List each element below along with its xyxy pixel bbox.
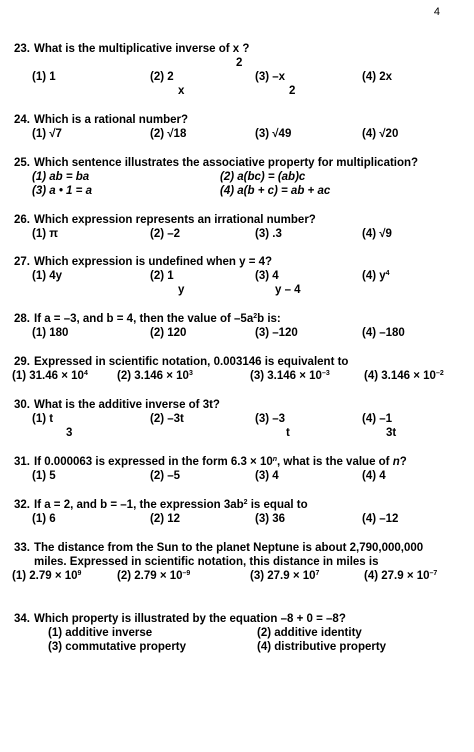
page-number: 4 — [433, 6, 440, 18]
question-33 — [14, 541, 464, 583]
option-2[interactable]: (2) –5 — [150, 470, 181, 482]
question-text-end: b is: — [257, 313, 281, 325]
question-26 — [14, 213, 464, 241]
question-number: 30. — [14, 399, 30, 411]
option-4[interactable]: (4) √20 — [362, 128, 399, 140]
option-4[interactable]: (4) 2x — [362, 71, 393, 83]
question-number: 31. — [14, 456, 30, 468]
option-1[interactable]: (1) ab = ba — [32, 171, 90, 183]
option-1[interactable]: (1) t — [32, 413, 54, 425]
question-number: 26. — [14, 214, 30, 226]
option-2-text: (2) 3.146 × 10 — [117, 370, 189, 382]
option-4[interactable]: (4) –12 — [362, 513, 399, 525]
option-4-denominator: 3t — [386, 427, 397, 439]
option-4-text: (4) y — [362, 270, 386, 282]
question-29 — [14, 355, 464, 383]
option-3[interactable]: (3) 36 — [255, 513, 286, 525]
option-3-text: (3) 27.9 × 10 — [250, 570, 316, 582]
option-2[interactable] — [117, 369, 193, 383]
option-3[interactable]: (3) –x — [255, 71, 286, 83]
option-4[interactable]: (4) –1 — [362, 413, 393, 425]
option-1[interactable]: (1) additive inverse — [48, 627, 153, 639]
option-1[interactable]: (1) 5 — [32, 470, 56, 482]
option-2[interactable]: (2) additive identity — [257, 627, 362, 639]
option-2[interactable]: (2) –3t — [150, 413, 184, 425]
option-1[interactable]: (1) 1 — [32, 71, 56, 83]
exponent: –9 — [182, 570, 191, 577]
question-number: 28. — [14, 313, 30, 325]
option-3[interactable]: (3) √49 — [255, 128, 292, 140]
variable-n: n — [392, 456, 400, 468]
question-number: 27. — [14, 256, 30, 268]
exponent: 2 — [253, 313, 258, 320]
question-text-line-2: miles. Expressed in scientific notation, this distance in miles is — [34, 556, 379, 568]
question-32 — [14, 498, 464, 526]
option-3[interactable]: (3) .3 — [255, 228, 282, 240]
exponent: 4 — [385, 270, 390, 277]
question-24 — [14, 113, 464, 141]
exponent: 2 — [243, 499, 248, 506]
option-4[interactable]: (4) distributive property — [257, 641, 387, 653]
option-3-text: (3) 3.146 × 10 — [250, 370, 322, 382]
option-2-denominator: y — [178, 284, 185, 296]
question-text-end: is equal to — [247, 499, 308, 511]
exponent: –7 — [429, 570, 438, 577]
question-34 — [14, 612, 464, 654]
option-4[interactable]: (4) a(b + c) = ab + ac — [220, 185, 331, 197]
option-2[interactable]: (2) 120 — [150, 327, 187, 339]
question-text: If a = –3, and b = 4, then the value of –5a — [34, 313, 254, 325]
option-4[interactable]: (4) √9 — [362, 228, 392, 240]
option-3[interactable]: (3) a • 1 = a — [32, 185, 92, 197]
exponent: –3 — [321, 370, 330, 377]
question-23 — [14, 42, 464, 98]
option-3[interactable]: (3) 4 — [255, 470, 279, 482]
exponent: –2 — [435, 370, 444, 377]
option-1-text: (1) 2.79 × 10 — [12, 570, 78, 582]
exponent: 9 — [77, 570, 82, 577]
exponent: 4 — [83, 370, 88, 377]
question-number: 25. — [14, 157, 30, 169]
option-2-text: (2) 2.79 × 10 — [117, 570, 183, 582]
option-2[interactable]: (2) –2 — [150, 228, 181, 240]
option-4[interactable] — [364, 369, 444, 383]
option-4[interactable] — [364, 569, 437, 583]
question-mark: ? — [399, 456, 407, 468]
question-text: Which expression represents an irrational number? — [34, 214, 316, 226]
option-1-denominator: 3 — [66, 427, 73, 439]
option-3[interactable]: (3) –3 — [255, 413, 286, 425]
question-number: 23. — [14, 43, 30, 55]
question-number: 33. — [14, 542, 30, 554]
option-3[interactable] — [250, 569, 319, 583]
question-text: Which expression is undefined when y = 4? — [34, 256, 273, 268]
option-3[interactable]: (3) commutative property — [48, 641, 187, 653]
option-3-denominator: 2 — [289, 85, 296, 97]
question-text-mid: , what is the value of — [277, 456, 390, 468]
exponent: 3 — [188, 370, 193, 377]
question-text: Which sentence illustrates the associative property for multiplication? — [34, 157, 419, 169]
option-2-denominator: x — [178, 85, 185, 97]
question-text: The distance from the Sun to the planet Neptune is about 2,790,000,000 — [34, 542, 424, 554]
option-4[interactable]: (4) –180 — [362, 327, 405, 339]
option-4[interactable] — [362, 269, 390, 283]
option-2[interactable]: (2) √18 — [150, 128, 187, 140]
option-1[interactable] — [12, 369, 88, 383]
question-number: 29. — [14, 356, 30, 368]
option-2[interactable]: (2) 2 — [150, 71, 174, 83]
question-text: Which property is illustrated by the equation –8 + 0 = –8? — [34, 613, 346, 625]
option-3[interactable]: (3) 4 — [255, 270, 279, 282]
option-1[interactable]: (1) 180 — [32, 327, 69, 339]
option-4-text: (4) 3.146 × 10 — [364, 370, 436, 382]
option-1-text: (1) 31.46 × 10 — [12, 370, 84, 382]
question-number: 24. — [14, 114, 30, 126]
option-4-text: (4) 27.9 × 10 — [364, 570, 430, 582]
question-28 — [14, 312, 464, 340]
exponent: 7 — [315, 570, 320, 577]
option-2[interactable] — [117, 569, 190, 583]
question-text: Which is a rational number? — [34, 114, 188, 126]
option-2[interactable]: (2) 12 — [150, 513, 181, 525]
question-number: 32. — [14, 499, 30, 511]
question-text: If a = 2, and b = –1, the expression 3ab — [34, 499, 244, 511]
option-4[interactable]: (4) 4 — [362, 470, 386, 482]
question-text: What is the multiplicative inverse of — [34, 43, 230, 55]
fraction-numerator: x — [232, 43, 240, 55]
question-number: 34. — [14, 613, 30, 625]
option-3[interactable] — [250, 369, 330, 383]
exponent: n — [272, 456, 278, 463]
question-mark: ? — [242, 43, 250, 55]
option-1[interactable]: (1) 4y — [32, 270, 63, 282]
option-1[interactable]: (1) 6 — [32, 513, 56, 525]
option-3-denominator: t — [286, 427, 290, 439]
option-2[interactable]: (2) a(bc) = (ab)c — [220, 171, 306, 183]
option-3-denominator: y – 4 — [275, 284, 301, 296]
question-27 — [14, 255, 464, 297]
option-2[interactable]: (2) 1 — [150, 270, 174, 282]
option-3[interactable]: (3) –120 — [255, 327, 298, 339]
question-text: What is the additive inverse of 3t? — [34, 399, 220, 411]
option-1[interactable]: (1) π — [32, 228, 59, 240]
option-1[interactable]: (1) √7 — [32, 128, 62, 140]
question-text: If 0.000063 is expressed in the form 6.3 × 10 — [34, 456, 273, 468]
question-25 — [14, 156, 464, 198]
question-31 — [14, 455, 464, 483]
fraction-denominator: 2 — [236, 57, 243, 69]
question-30 — [14, 398, 464, 440]
question-text: Expressed in scientific notation, 0.003146 is equivalent to — [34, 356, 349, 368]
option-1[interactable] — [12, 569, 81, 583]
